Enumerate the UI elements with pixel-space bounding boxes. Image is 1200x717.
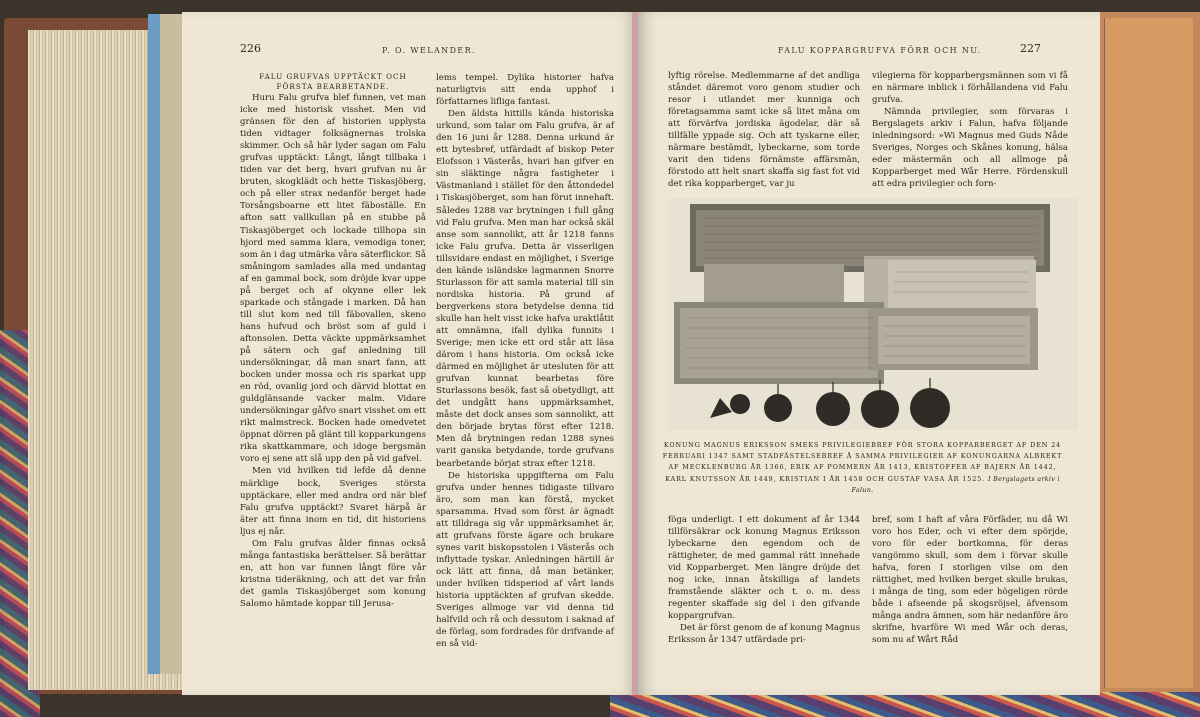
right-column-1-top [668,70,860,190]
paragraph: Huru Falu grufva blef funnen, vet man icke med historisk visshet. Men vid gränsen för den af historien upplysta tiden vidtager folksägnernas trolska skimmer. Och så här lyder sagan om Falu grufvas upptäckt: Långt, långt tillbaka i tiden var det berg, hvari grufvan nu är bruten, skogklädt och hette Tiskasjöberg, och på eller strax nedanför berget hade Torsångsboarne ett litet fäboställe. En afton satt vallkullan på en stubbe på Tiskasjöberget och lockade tillhopa sin hjord med samma klara, vemodiga toner, som än i dag utmärka våra säterflickor. Så småningom samlades alla med undantag af en gammal bock, som dröjde kvar uppe på berget och af okynne eller lek sparkade och stångade i marken. Då han till slut kom ned till fäbovallen, skeno hans hufvud och bröst som af guld i aftonsolen. Detta väckte uppmärksamhet på sätern och gaf anledning till undersökningar, då man snart fann, att bocken under mossa och ris sparkat upp en röd, ovanlig jord och därvid blottat en guldglänsande vacker malm. Vidare undersökningar gåfvo snart visshet om ett rikt malmstreck. Bocken hade omedvetet öppnat dörren på glänt till kopparkungens rika skattkammare, och idoge bergsmän voro ej sene att slå upp den på vid gafvel. [240,93,426,465]
running-head-left: P. O. WELANDER. [382,46,476,55]
paragraph: föga underligt. I ett dokument af år 1344 tillförsäkrar ock konung Magnus Eriksson lybeckarne den egendom och de rättigheter, de med gammal rätt innehade vid Kopparberget. Men längre dröjde det nog icke, innan åtskilliga af landets framstående släkter och t. o. m. dess regenter skaffade sig del i den gifvande koppargrufvan. [668,515,860,622]
left-column-1 [240,72,426,610]
figure-caption [660,440,1065,496]
paragraph: lems tempel. Dylika historier hafva naturligtvis sitt enda upphof i författarnes lifliga fantasi. [436,73,614,108]
right-column-1-bottom [668,514,860,647]
paragraph: Om Falu grufvas ålder finnas också många fantastiska berättelser. Så berättar en, att hon var funnen långt före vår kristna tideräkning, och att det var från det gamla Tiskasjöberget som konung Salomo hämtade koppar till Jerusa- [240,538,426,609]
right-column-2-bottom [872,514,1068,647]
caption-credit: I Bergslagets arkiv i Falun. [851,474,1060,494]
page-number-right: 227 [1020,42,1041,55]
paragraph: Men vid hvilken tid lefde då denne märklige bock, Sveriges största upptäckare, eller med andra ord när blef Falu grufva upptäckt? Svaret härpå är äter att finna inom en tid, dit historiens ljus ej når. [240,466,426,537]
charters-illustration [668,198,1078,430]
paragraph: De historiska uppgifterna om Falu grufva under hennes tidigaste tillvaro äro, som man kan förstå, mycket sparsamma. Hvad som först är ägnadt att tilldraga sig vår uppmärksamhet är, att grufvans förste ägare och brukare synes varit biskopsstolen i Västerås och inflyttade tyskar. Anledningen härtill är ock lätt att finna, då man betänker, under hvilken tidsperiod af vårt lands historia upptäckten af grufvan skedde. Sveriges allmoge var vid denna tid halfvild och rå och dessutom i saknad af de förlag, som fordrades för drifvande af en så vid- [436,470,614,650]
wax-seal [816,392,850,426]
marbled-endpaper-bottom [610,692,1200,717]
paragraph: Nämnda privilegier, som förvaras i Bergslagets arkiv i Falun, hafva följande inledningsord: »Wi Magnus med Guds Nåde Sveriges, Norges och Skånes konung, hälsa eder mästermän och all allmoge på Kopparberget med Wår Herre. Fördenskull att edra privilegier och forn- [872,107,1068,190]
paragraph: Den äldsta hittills kända historiska urkund, som talar om Falu grufva, är af den 16 juni år 1288. Denna urkund är ett bytesbref, utfärdadt af biskop Peter Elofsson i Västerås, hvari han gifver en sin släktinge några fastigheter i Västmanland i stället för den åttondedel i Tiskasjöberget, som han förut innehaft. Således 1288 var brytningen i full gång vid Falu grufva. Men man har också skäl anse som sannolikt, att år 1218 fanns icke Falu grufva. Detta är visserligen tillsvidare endast en möjlighet, i Sverige den kände isländske lagmannen Snorre Sturlasson för att samla material till sin nordiska historia. På grund af bergverkens stora betydelse denna tid skulle han helt visst icke hafva uraktlåtit att omnämna, ifall dylika funnits i Sverige; men icke ett ord står att läsa därom i hans historia. Om också icke därmed en möjlighet är utesluten för att grufvan kunnat bearbetas före Sturlassons besök, fast så obetydligt, att det undgått hans uppmärksamhet, måste det dock anses som sannolikt, att den började brytas först efter 1218. Men då brytningen redan 1288 synes varit ganska betydande, torde grufvans bearbetande börjat strax efter 1218. [436,109,614,469]
paragraph: bref, som I haft af våra Förfäder, nu då Wi voro hos Eder, och vi efter dem spörjde, voro för eder bortkomna, för deras vangömmo skull, som dem i förvar skulle hafva, foren I storligen vilse om den rättighet, med hvilken berget skulle brukas, i många de ting, som eder högeligen rörde både i afseende på skogsröjsel, äfvensom många andra ämnen, som här nedanföre äro skrifne, hvarföre Wi med Wår och deras, som nu af Wårt Råd [872,515,1068,646]
left-column-2 [436,72,614,650]
wax-seal [730,394,750,414]
page-number-left: 226 [240,42,261,55]
paragraph: lyftig rörelse. Medlemmarne af det andliga ståndet däremot voro genom studier och resor i utlandet mer kunniga och företagsamma samt icke så litet måna om att förvärfva jordiska ägodelar, där så tillfälle yppade sig. Och att tyskarne eller, närmare bestämdt, lybeckarne, som torde varit den tidens förnämste affärsmän, förstodo att helt snart skaffa sig fast fot vid det rika kopparberget, var ju [668,71,860,190]
wax-seal [764,394,792,422]
section-heading: FALU GRUFVAS UPPTÄCKT OCH FÖRSTA BEARBETANDE. [259,72,407,91]
right-column-2-top [872,70,1068,190]
caption-text: KONUNG MAGNUS ERIKSSON SMEKS PRIVILEGIEBREF FÖR STORA KOPPARBERGET AF DEN 24 FEBRUARI 1347 SAMT STADFÄSTELSEBREF Å SAMMA PRIVILEGIER AF KONUNGARNA ALBREKT AF MECKLENBURG ÅR 1366, ERIK AF POMMERN ÅR 1413, KRISTOFFER AF BAJERN ÅR 1442, KARL KNUTSSON ÅR 1449, KRISTIAN I ÅR 1458 OCH GUSTAF VASA ÅR 1525. [662,441,1063,483]
paragraph: vilegierna för kopparbergsmännen som vi få en närmare inblick i förhållandena vid Falu grufva. [872,71,1068,106]
wax-seal [910,388,950,428]
wax-seal [861,390,899,428]
charters-photograph [668,198,1078,430]
paragraph: Det är först genom de af konung Magnus Eriksson år 1347 utfärdade pri- [668,623,860,646]
left-page [182,12,637,695]
running-head-right: FALU KOPPARGRUFVA FÖRR OCH NU. [778,46,982,55]
book-board-right [1104,18,1193,688]
